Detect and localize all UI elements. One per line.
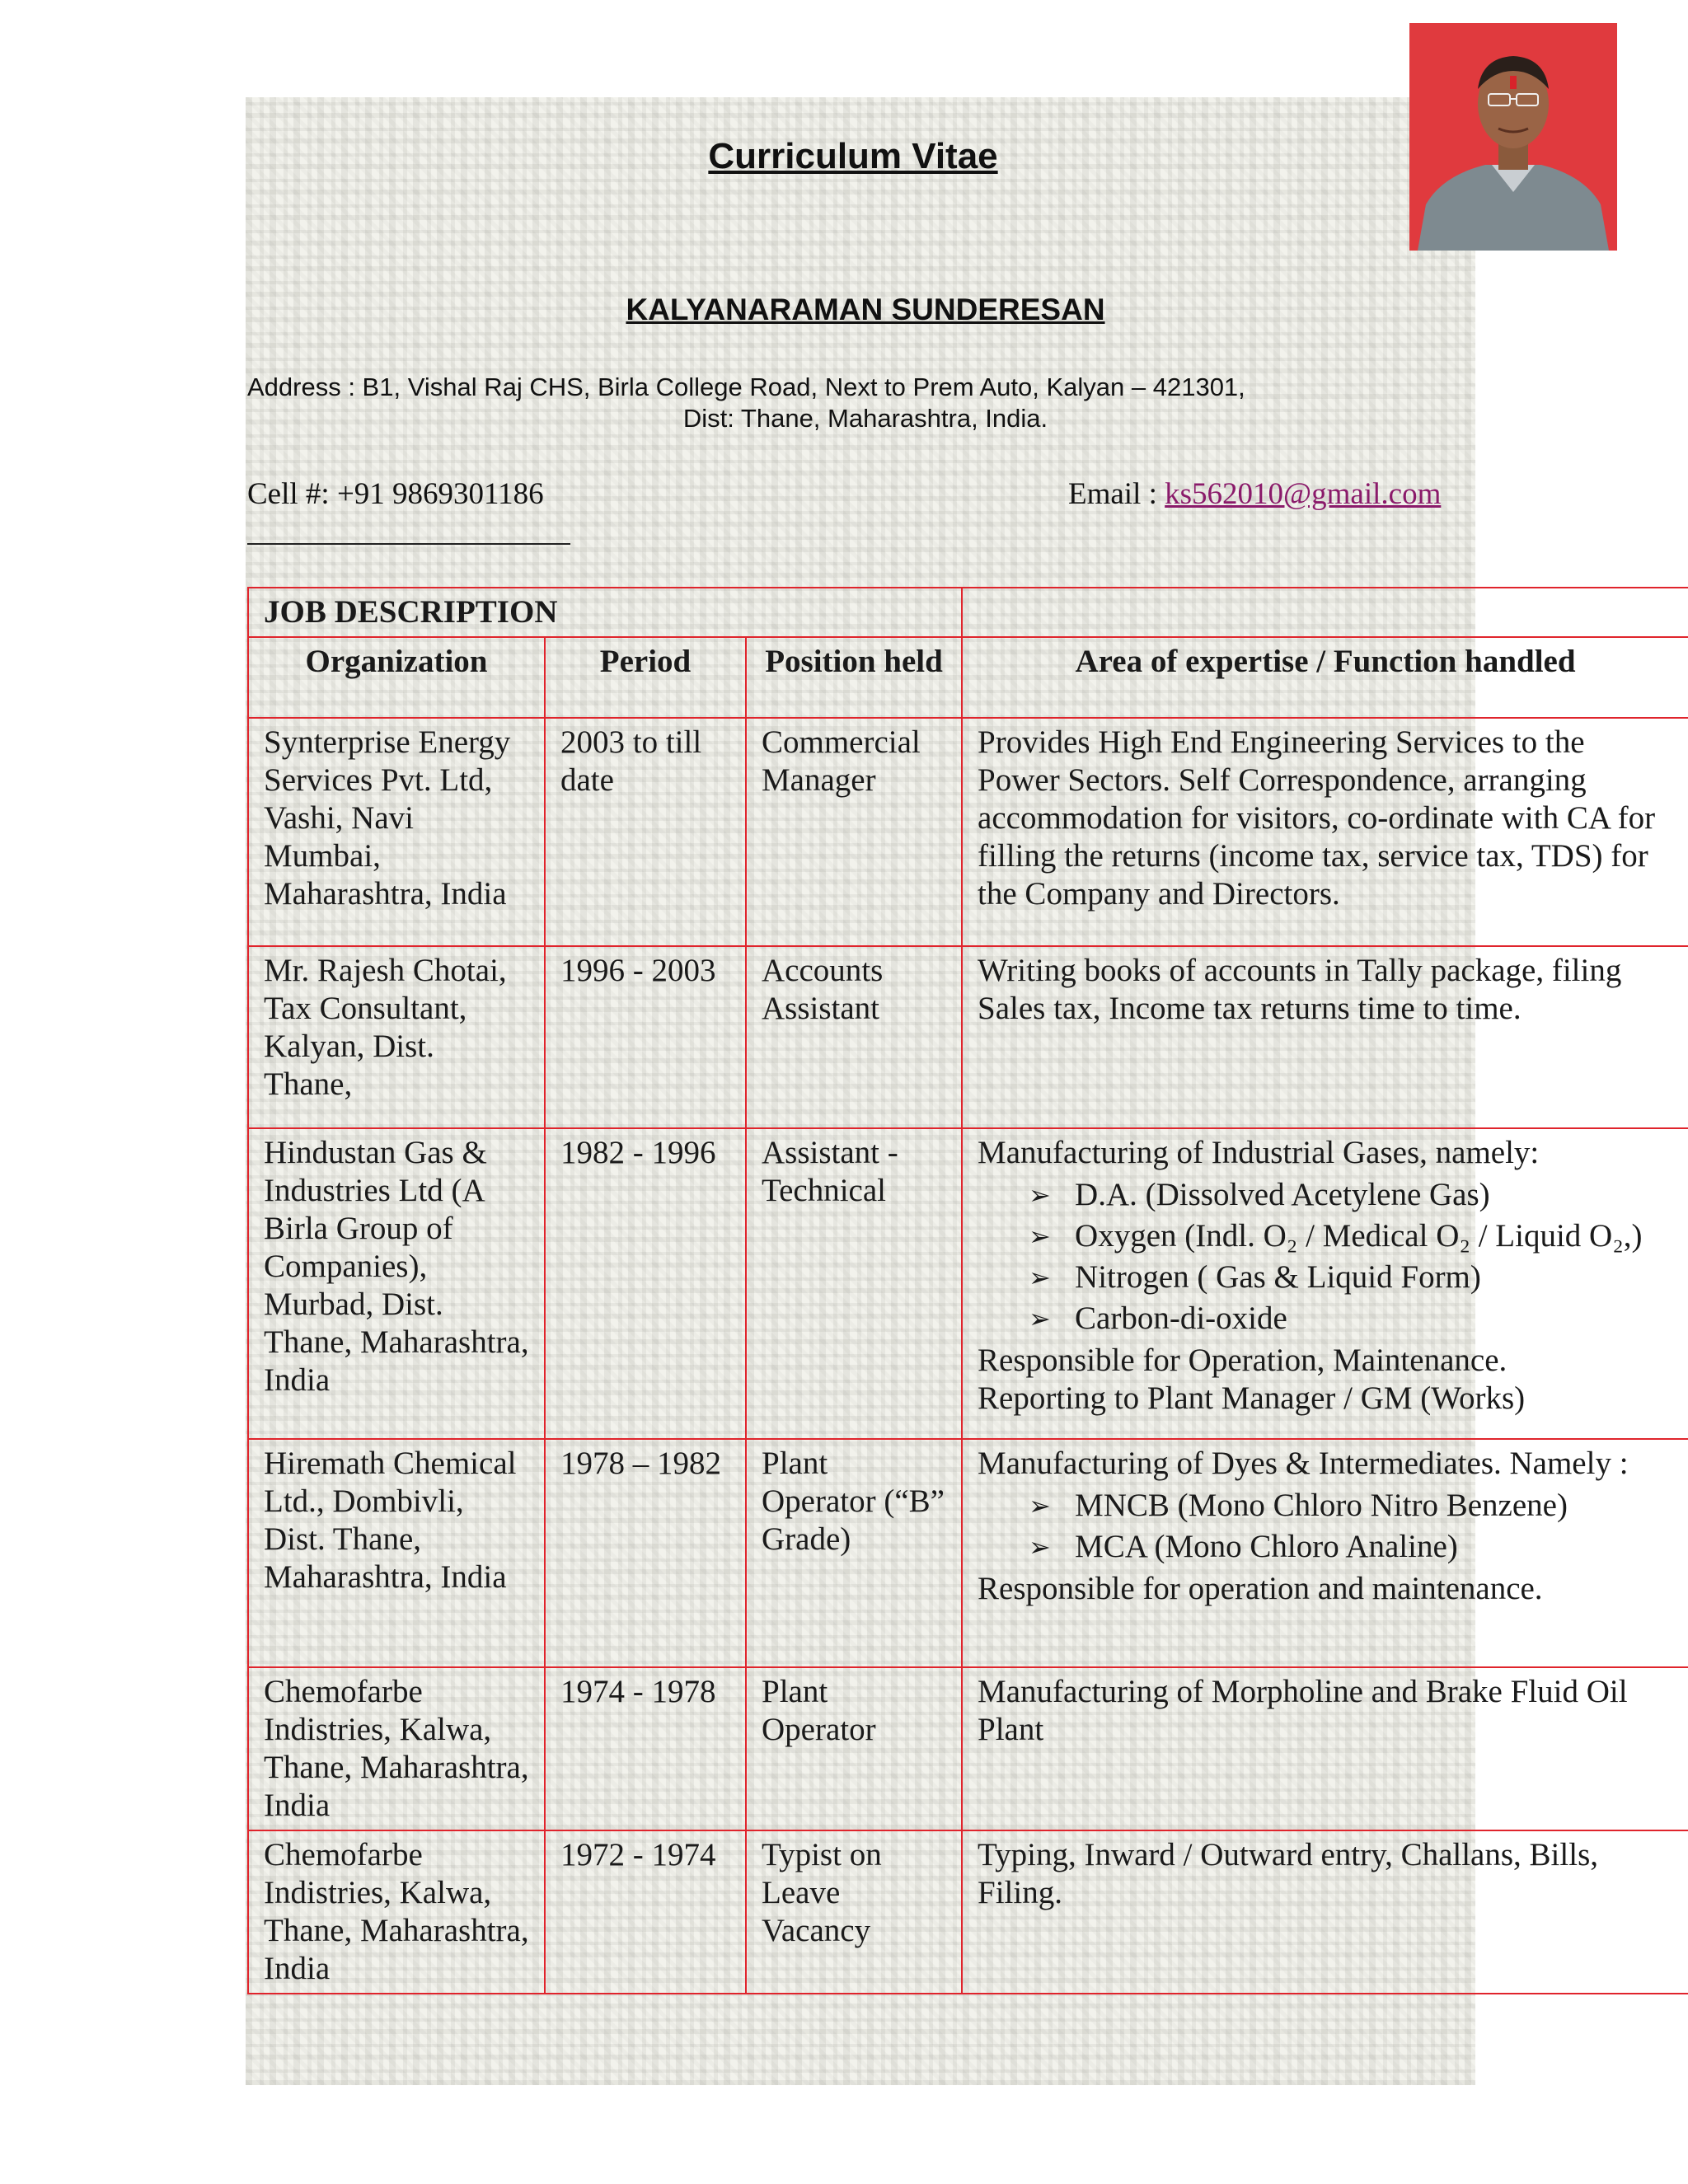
document-title: Curriculum Vitae xyxy=(708,136,998,176)
expertise-cell xyxy=(962,718,1688,946)
period-cell: 2003 to till date xyxy=(545,718,746,946)
expertise-bullet: ➢ MCA (Mono Chloro Analine) xyxy=(1029,1526,1673,1568)
job-row xyxy=(248,1667,1688,1830)
cell-number: Cell #: +91 9869301186 xyxy=(247,477,544,511)
period-cell: 1978 – 1982 xyxy=(545,1439,746,1667)
email-block xyxy=(1068,476,1441,512)
expertise-cell xyxy=(962,946,1688,1128)
address-line-1: Address : B1, Vishal Raj CHS, Birla College Road, Next to Prem Auto, Kalyan – 421301, xyxy=(247,373,1245,401)
header-position: Position held xyxy=(746,637,962,718)
header-expertise: Area of expertise / Function handled xyxy=(962,637,1688,718)
position-cell: Plant Operator (“B” Grade) xyxy=(746,1439,962,1667)
expertise-intro: Writing books of accounts in Tally package, filing Sales tax, Income tax returns time to time. xyxy=(978,953,1622,1026)
expertise-intro: Manufacturing of Dyes & Intermediates. Namely : xyxy=(978,1446,1629,1481)
position-cell: Commercial Manager xyxy=(746,718,962,946)
expertise-note: Reporting to Plant Manager / GM (Works) xyxy=(978,1380,1526,1416)
job-description-table xyxy=(247,587,1688,1994)
expertise-bullet: ➢ Nitrogen ( Gas & Liquid Form) xyxy=(1029,1257,1673,1298)
job-row xyxy=(248,718,1688,946)
expertise-intro: Manufacturing of Industrial Gases, namely: xyxy=(978,1135,1540,1170)
email-label: Email : xyxy=(1068,477,1157,511)
organization-cell: Mr. Rajesh Chotai, Tax Consultant, Kalyan, Dist. Thane, xyxy=(248,946,545,1128)
expertise-bullet-list xyxy=(978,1485,1673,1568)
expertise-intro: Typing, Inward / Outward entry, Challans, Bills, Filing. xyxy=(978,1837,1598,1910)
period-cell: 1974 - 1978 xyxy=(545,1667,746,1830)
job-row xyxy=(248,946,1688,1128)
organization-cell: Chemofarbe Indistries, Kalwa, Thane, Maharashtra, India xyxy=(248,1667,545,1830)
profile-photo xyxy=(1409,23,1617,251)
horizontal-rule xyxy=(247,543,570,545)
expertise-bullet: ➢ Oxygen (Indl. O₂ / Medical O₂ / Liquid O₂,) xyxy=(1029,1216,1673,1257)
period-cell: 1982 - 1996 xyxy=(545,1128,746,1439)
expertise-note: Responsible for operation and maintenance. xyxy=(978,1571,1543,1606)
position-cell: Assistant - Technical xyxy=(746,1128,962,1439)
header-period: Period xyxy=(545,637,746,718)
expertise-cell xyxy=(962,1667,1688,1830)
organization-cell: Hindustan Gas & Industries Ltd (A Birla Group of Companies), Murbad, Dist. Thane, Maharashtra, India xyxy=(248,1128,545,1439)
position-cell: Plant Operator xyxy=(746,1667,962,1830)
organization-cell: Synterprise Energy Services Pvt. Ltd, Vashi, Navi Mumbai, Maharashtra, India xyxy=(248,718,545,946)
expertise-bullet-list xyxy=(978,1174,1673,1339)
candidate-name: KALYANARAMAN SUNDERESAN xyxy=(626,293,1105,326)
address-line-2: Dist: Thane, Maharashtra, India. xyxy=(682,404,1048,433)
expertise-bullet: ➢ MNCB (Mono Chloro Nitro Benzene) xyxy=(1029,1485,1673,1526)
expertise-bullet: ➢ Carbon-di-oxide xyxy=(1029,1298,1673,1339)
period-cell: 1972 - 1974 xyxy=(545,1830,746,1994)
section-title: JOB DESCRIPTION xyxy=(248,588,962,637)
expertise-intro: Provides High End Engineering Services to the Power Sectors. Self Correspondence, arranging accommodation for visitors, co-ordinate with CA for filling the returns (income tax, service tax, TDS) for the Company and Directors. xyxy=(978,724,1656,912)
email-link[interactable]: ks562010@gmail.com xyxy=(1165,477,1442,511)
expertise-note: Responsible for Operation, Maintenance. xyxy=(978,1343,1507,1378)
period-cell: 1996 - 2003 xyxy=(545,946,746,1128)
position-cell: Accounts Assistant xyxy=(746,946,962,1128)
job-row xyxy=(248,1830,1688,1994)
organization-cell: Hiremath Chemical Ltd., Dombivli, Dist. Thane, Maharashtra, India xyxy=(248,1439,545,1667)
job-row xyxy=(248,1439,1688,1667)
section-title-row xyxy=(248,588,1688,637)
header-organization: Organization xyxy=(248,637,545,718)
expertise-bullet: ➢ D.A. (Dissolved Acetylene Gas) xyxy=(1029,1174,1673,1216)
position-cell: Typist on Leave Vacancy xyxy=(746,1830,962,1994)
empty-cell xyxy=(962,588,1688,637)
job-table-body xyxy=(248,588,1688,1994)
job-row xyxy=(248,1128,1688,1439)
expertise-cell xyxy=(962,1830,1688,1994)
expertise-cell xyxy=(962,1128,1688,1439)
expertise-cell xyxy=(962,1439,1688,1667)
header-row xyxy=(248,637,1688,718)
expertise-intro: Manufacturing of Morpholine and Brake Fluid Oil Plant xyxy=(978,1674,1628,1747)
organization-cell: Chemofarbe Indistries, Kalwa, Thane, Maharashtra, India xyxy=(248,1830,545,1994)
